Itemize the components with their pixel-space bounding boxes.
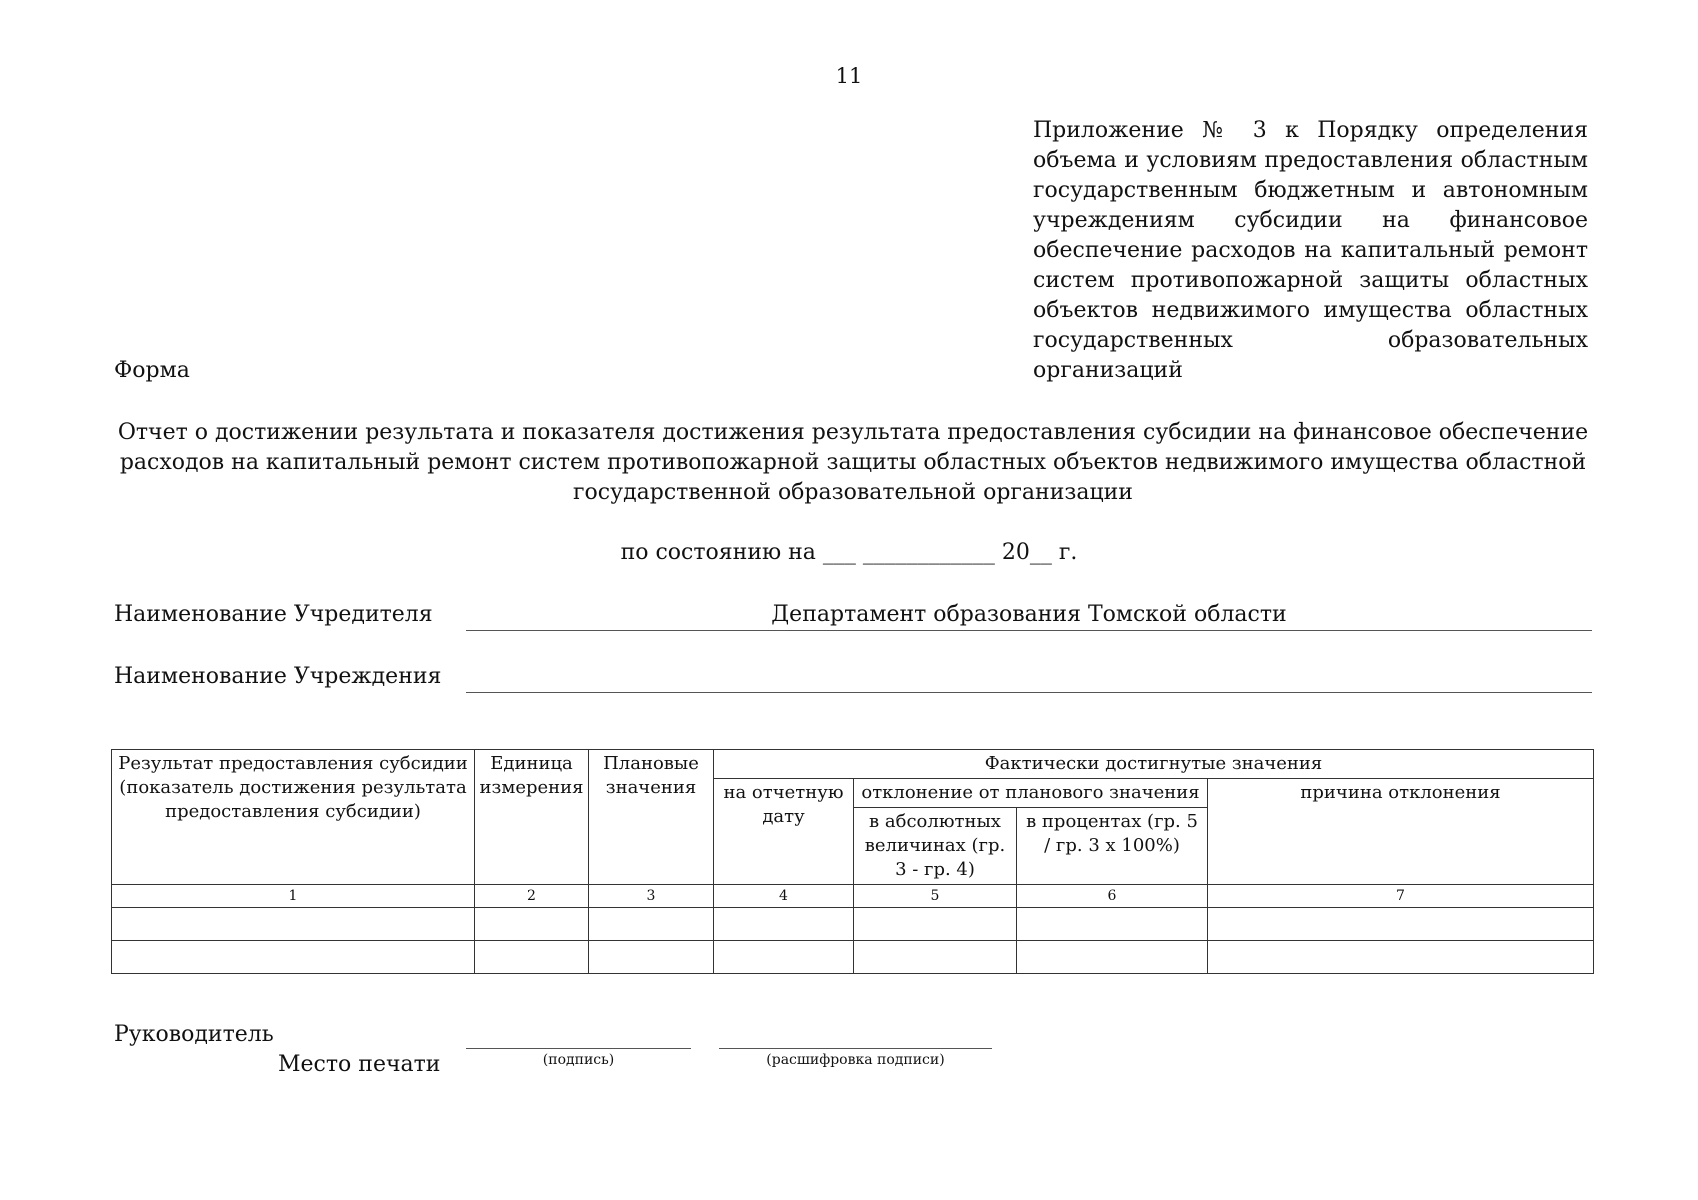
- table-cell[interactable]: [475, 941, 589, 974]
- column-number: 3: [589, 885, 714, 908]
- institution-label: Наименование Учреждения: [114, 664, 442, 689]
- header-percent: в процентах (гр. 5 / гр. 3 x 100%): [1017, 808, 1208, 885]
- table-cell[interactable]: [1208, 908, 1594, 941]
- column-number: 7: [1208, 885, 1594, 908]
- institution-field[interactable]: [466, 664, 1592, 693]
- signature-caption: (подпись): [542, 1052, 615, 1068]
- signature-line[interactable]: [466, 1048, 691, 1049]
- header-deviation-reason: причина отклонения: [1208, 779, 1594, 885]
- column-number: 2: [475, 885, 589, 908]
- form-label: Форма: [114, 358, 190, 383]
- signature-decode-caption: (расшифровка подписи): [766, 1052, 945, 1068]
- table-cell[interactable]: [1017, 941, 1208, 974]
- header-actual-group: Фактически достигнутые значения: [714, 750, 1594, 779]
- column-number: 5: [854, 885, 1017, 908]
- header-planned: Плановые значения: [589, 750, 714, 885]
- header-report-date: на отчетную дату: [714, 779, 854, 885]
- table-row: [112, 941, 1594, 974]
- header-deviation-group: отклонение от планового значения: [854, 779, 1208, 808]
- table-cell[interactable]: [589, 941, 714, 974]
- founder-label: Наименование Учредителя: [114, 602, 433, 627]
- table-cell[interactable]: [714, 908, 854, 941]
- head-label: Руководитель: [114, 1022, 274, 1047]
- table-header-row: [112, 750, 1594, 779]
- table-cell[interactable]: [112, 908, 475, 941]
- appendix-note: Приложение № 3 к Порядку определения объема и условиям предоставления областным государственным бюджетным и автономным учреждениям субсидии на финансовое обеспечение расходов на капитальный ремонт систем противопожарной защиты областных объектов недвижимого имущества областных государственных образовательных организаций: [1033, 118, 1588, 383]
- table-cell[interactable]: [854, 941, 1017, 974]
- column-number-row: [112, 885, 1594, 908]
- report-title: Отчет о достижении результата и показателя достижения результата предоставления субсидии на финансовое обеспечение расходов на капитальный ремонт систем противопожарной защиты областных объектов недвижимого имущества областной государственной образовательной организации: [117, 420, 1589, 505]
- column-number: 1: [112, 885, 475, 908]
- table-cell[interactable]: [854, 908, 1017, 941]
- header-absolute: в абсолютных величинах (гр. 3 - гр. 4): [854, 808, 1017, 885]
- table-row: [112, 908, 1594, 941]
- table-cell[interactable]: [1017, 908, 1208, 941]
- header-unit: Единица измерения: [475, 750, 589, 885]
- table-cell[interactable]: [112, 941, 475, 974]
- column-number: 6: [1017, 885, 1208, 908]
- header-result: Результат предоставления субсидии (показатель достижения результата предоставления субсидии): [112, 750, 475, 885]
- founder-field[interactable]: Департамент образования Томской области: [466, 602, 1592, 631]
- page-number: 11: [835, 64, 863, 88]
- signature-decode-line[interactable]: [719, 1048, 992, 1049]
- table-cell[interactable]: [714, 941, 854, 974]
- table-cell[interactable]: [1208, 941, 1594, 974]
- table-cell[interactable]: [475, 908, 589, 941]
- stamp-label: Место печати: [278, 1052, 441, 1077]
- report-date-line: по состоянию на ___ ____________ 20__ г.: [620, 540, 1078, 565]
- table-cell[interactable]: [589, 908, 714, 941]
- report-table: [111, 749, 1594, 974]
- column-number: 4: [714, 885, 854, 908]
